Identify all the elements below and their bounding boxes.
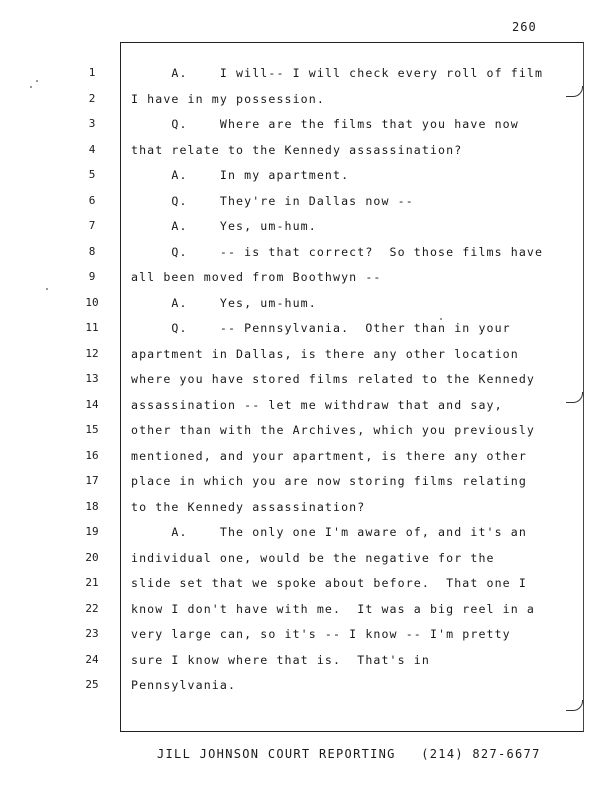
- transcript-line: [0, 66, 612, 86]
- line-text: mentioned, and your apartment, is there any other: [131, 448, 527, 463]
- transcript-line: [0, 627, 612, 647]
- line-number: 12: [85, 346, 99, 360]
- line-number: 4: [88, 142, 96, 156]
- line-text: Pennsylvania.: [131, 678, 237, 692]
- line-text: all been moved from Boothwyn --: [131, 270, 382, 284]
- transcript-line: [0, 398, 612, 418]
- transcript-line: [0, 270, 612, 290]
- scan-speck: [46, 288, 48, 290]
- transcript-line: [0, 321, 612, 341]
- line-text: know I don't have with me. It was a big reel in a: [131, 601, 536, 616]
- transcript-line: [0, 678, 612, 698]
- transcript-line: [0, 653, 612, 673]
- transcript-line: [0, 143, 612, 163]
- line-number: 9: [88, 270, 96, 283]
- line-number: 22: [85, 601, 99, 615]
- scan-speck: [30, 86, 32, 88]
- line-number: 25: [85, 678, 99, 691]
- line-number: 15: [85, 423, 99, 436]
- line-text: to the Kennedy assassination?: [131, 499, 366, 514]
- line-text: Q. They're in Dallas now --: [131, 193, 414, 208]
- line-number: 18: [85, 499, 99, 513]
- transcript-line: [0, 551, 612, 571]
- transcript-line: [0, 194, 612, 214]
- line-number: 19: [85, 525, 99, 538]
- scan-speck: [440, 318, 442, 320]
- transcript-line: [0, 347, 612, 367]
- line-number: 21: [85, 576, 99, 589]
- line-text: A. Yes, um-hum.: [131, 295, 317, 310]
- line-text: I have in my possession.: [131, 91, 325, 106]
- line-number: 7: [88, 219, 96, 232]
- line-text: individual one, would be the negative for the: [131, 550, 495, 565]
- line-text: where you have stored films related to the Kennedy: [131, 372, 536, 386]
- transcript-line: [0, 576, 612, 596]
- transcript-line: [0, 474, 612, 494]
- transcript-line: [0, 525, 612, 545]
- line-number: 20: [85, 550, 99, 564]
- page-number: 260: [512, 20, 537, 34]
- scan-speck: [36, 80, 38, 82]
- transcript-line: [0, 423, 612, 443]
- transcript-line: [0, 168, 612, 188]
- transcript-line: [0, 372, 612, 392]
- line-number: 13: [85, 372, 99, 385]
- transcript-line: [0, 449, 612, 469]
- line-number: 14: [85, 397, 99, 411]
- line-number: 10: [85, 295, 99, 309]
- line-number: 8: [88, 244, 96, 258]
- line-text: other than with the Archives, which you previously: [131, 423, 536, 437]
- transcript-line: [0, 92, 612, 112]
- line-text: assassination -- let me withdraw that and say,: [131, 397, 503, 412]
- line-number: 5: [88, 168, 96, 181]
- line-text: A. I will-- I will check every roll of film: [131, 66, 544, 80]
- transcript-line: [0, 296, 612, 316]
- line-number: 17: [85, 474, 99, 487]
- transcript-line: [0, 602, 612, 622]
- line-text: slide set that we spoke about before. That one I: [131, 576, 527, 590]
- line-text: A. Yes, um-hum.: [131, 219, 317, 233]
- transcript-line: [0, 219, 612, 239]
- line-text: Q. -- is that correct? So those films have: [131, 244, 544, 259]
- line-number: 1: [88, 66, 96, 79]
- line-text: Q. Where are the films that you have now: [131, 117, 519, 131]
- line-number: 2: [88, 91, 96, 105]
- line-number: 11: [85, 321, 99, 334]
- line-text: place in which you are now storing films relating: [131, 474, 527, 488]
- transcript-line: [0, 500, 612, 520]
- line-text: A. In my apartment.: [131, 168, 350, 182]
- line-number: 6: [88, 193, 96, 207]
- transcript-line: [0, 117, 612, 137]
- line-text: Q. -- Pennsylvania. Other than in your: [131, 321, 511, 335]
- footer-reporter: JILL JOHNSON COURT REPORTING (214) 827-6677: [157, 747, 541, 761]
- line-text: very large can, so it's -- I know -- I'm pretty: [131, 627, 511, 641]
- line-text: sure I know where that is. That's in: [131, 652, 430, 667]
- line-number: 16: [85, 448, 99, 462]
- line-number: 24: [85, 652, 99, 666]
- line-number: 3: [88, 117, 96, 130]
- line-number: 23: [85, 627, 99, 640]
- line-text: that relate to the Kennedy assassination?: [131, 142, 463, 157]
- line-text: A. The only one I'm aware of, and it's an: [131, 525, 527, 539]
- transcript-line: [0, 245, 612, 265]
- line-text: apartment in Dallas, is there any other location: [131, 346, 519, 361]
